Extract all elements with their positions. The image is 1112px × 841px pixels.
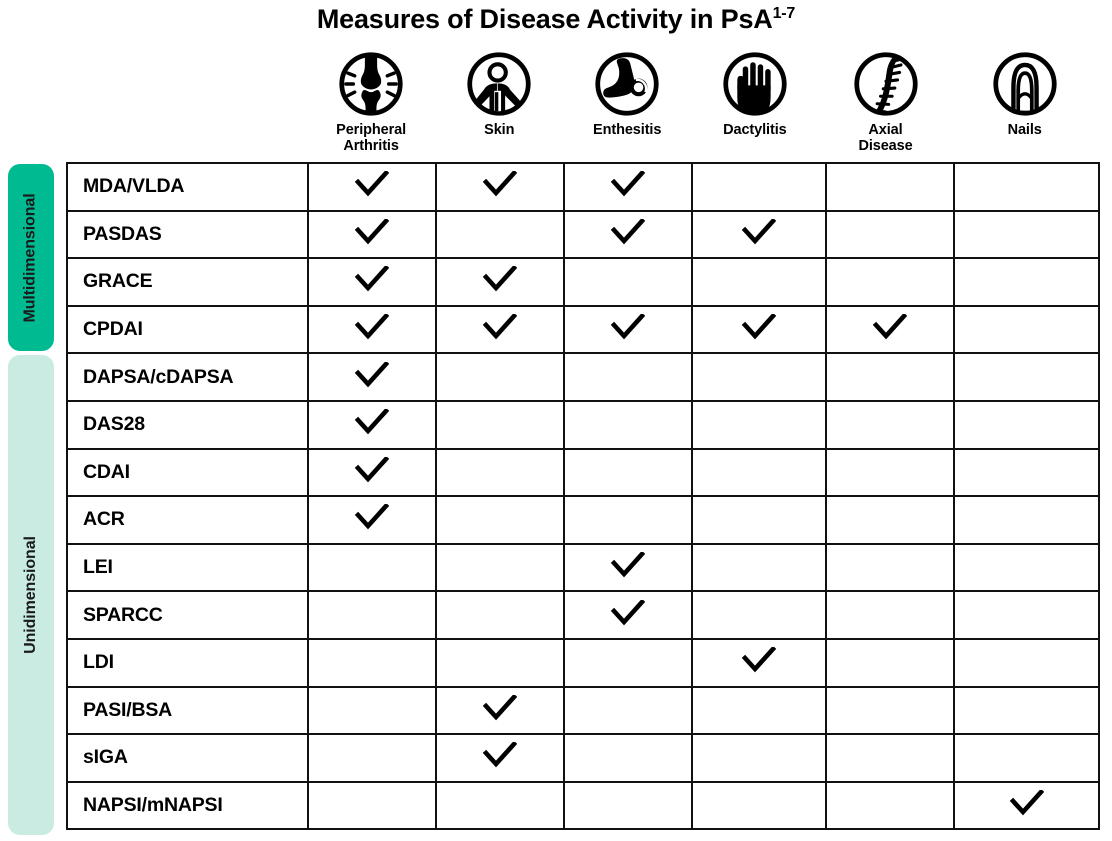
check-cell-marked: [308, 401, 436, 449]
check-cell-empty: [564, 734, 692, 782]
column-header-nails: [952, 50, 1097, 160]
measure-name-cell: CDAI: [67, 449, 308, 497]
check-cell-empty: [436, 591, 564, 639]
checkmark-icon: [1010, 790, 1044, 816]
check-cell-empty: [564, 782, 692, 830]
knee-joint-icon: [337, 50, 405, 118]
check-cell-empty: [308, 687, 436, 735]
column-header-label: Skin: [484, 122, 515, 138]
check-cell-empty: [692, 449, 826, 497]
check-cell-empty: [564, 449, 692, 497]
check-cell-empty: [826, 591, 954, 639]
check-cell-empty: [564, 401, 692, 449]
measure-name-cell: LEI: [67, 544, 308, 592]
check-cell-marked: [564, 163, 692, 211]
check-cell-marked: [308, 353, 436, 401]
check-cell-marked: [564, 591, 692, 639]
check-cell-empty: [692, 353, 826, 401]
page-title: [0, 4, 1112, 35]
checkmark-icon: [873, 314, 907, 340]
check-cell-empty: [954, 496, 1099, 544]
check-cell-empty: [436, 639, 564, 687]
group-label-text: Unidimensional: [22, 536, 40, 654]
measures-matrix-table: [66, 162, 1100, 830]
check-cell-marked: [692, 639, 826, 687]
checkmark-icon: [611, 171, 645, 197]
check-cell-marked: [308, 449, 436, 497]
measure-name-cell: sIGA: [67, 734, 308, 782]
table-row: [67, 591, 1099, 639]
measure-name-cell: ACR: [67, 496, 308, 544]
measure-name-cell: DAS28: [67, 401, 308, 449]
check-cell-empty: [954, 306, 1099, 354]
hand-icon: [721, 50, 789, 118]
checkmark-icon: [355, 362, 389, 388]
column-header-peripheral-arthritis: [307, 50, 435, 160]
check-cell-empty: [692, 163, 826, 211]
table-row: [67, 734, 1099, 782]
checkmark-icon: [355, 314, 389, 340]
check-cell-empty: [954, 353, 1099, 401]
column-header-label: Dactylitis: [723, 122, 787, 138]
checkmark-icon: [742, 314, 776, 340]
measure-name-cell: MDA/VLDA: [67, 163, 308, 211]
check-cell-marked: [436, 687, 564, 735]
check-cell-empty: [436, 401, 564, 449]
column-header-dactylitis: [691, 50, 819, 160]
column-header-label: Peripheral Arthritis: [336, 122, 407, 155]
table-row: [67, 496, 1099, 544]
check-cell-empty: [564, 639, 692, 687]
checkmark-icon: [355, 504, 389, 530]
check-cell-empty: [954, 449, 1099, 497]
check-cell-empty: [692, 591, 826, 639]
check-cell-empty: [308, 734, 436, 782]
column-header-label: Enthesitis: [593, 122, 662, 138]
check-cell-empty: [826, 734, 954, 782]
check-cell-marked: [954, 782, 1099, 830]
check-cell-empty: [954, 544, 1099, 592]
check-cell-empty: [826, 782, 954, 830]
check-cell-marked: [436, 734, 564, 782]
checkmark-icon: [483, 742, 517, 768]
check-cell-marked: [564, 306, 692, 354]
check-cell-empty: [308, 782, 436, 830]
check-cell-empty: [826, 353, 954, 401]
table-row: [67, 258, 1099, 306]
check-cell-empty: [692, 782, 826, 830]
person-skin-icon: [465, 50, 533, 118]
page-title-text: Measures of Disease Activity in PsA: [316, 4, 773, 34]
table-row: [67, 306, 1099, 354]
check-cell-empty: [954, 258, 1099, 306]
check-cell-marked: [308, 306, 436, 354]
check-cell-empty: [954, 211, 1099, 259]
check-cell-empty: [564, 687, 692, 735]
table-row: [67, 687, 1099, 735]
check-cell-marked: [308, 163, 436, 211]
measure-name-cell: GRACE: [67, 258, 308, 306]
check-cell-empty: [692, 734, 826, 782]
group-label-text: Multidimensional: [22, 192, 40, 323]
check-cell-marked: [692, 211, 826, 259]
check-cell-empty: [308, 544, 436, 592]
column-header-enthesitis: [563, 50, 691, 160]
group-label-multidimensional: [8, 164, 54, 351]
check-cell-empty: [826, 211, 954, 259]
checkmark-icon: [483, 266, 517, 292]
check-cell-marked: [308, 496, 436, 544]
check-cell-empty: [954, 687, 1099, 735]
check-cell-empty: [564, 258, 692, 306]
check-cell-empty: [692, 258, 826, 306]
measure-name-cell: PASI/BSA: [67, 687, 308, 735]
check-cell-empty: [308, 639, 436, 687]
column-header-row: [307, 50, 1097, 160]
table-row: [67, 639, 1099, 687]
spine-icon: [852, 50, 920, 118]
check-cell-empty: [308, 591, 436, 639]
checkmark-icon: [611, 552, 645, 578]
table-row: [67, 211, 1099, 259]
check-cell-empty: [826, 496, 954, 544]
checkmark-icon: [742, 647, 776, 673]
checkmark-icon: [742, 219, 776, 245]
checkmark-icon: [355, 219, 389, 245]
checkmark-icon: [611, 600, 645, 626]
check-cell-marked: [436, 258, 564, 306]
heel-foot-icon: [593, 50, 661, 118]
check-cell-empty: [436, 211, 564, 259]
checkmark-icon: [611, 314, 645, 340]
check-cell-empty: [954, 591, 1099, 639]
check-cell-marked: [564, 211, 692, 259]
checkmark-icon: [483, 314, 517, 340]
table-row: [67, 544, 1099, 592]
check-cell-empty: [826, 449, 954, 497]
check-cell-empty: [954, 401, 1099, 449]
checkmark-icon: [355, 171, 389, 197]
check-cell-empty: [954, 734, 1099, 782]
check-cell-marked: [436, 306, 564, 354]
check-cell-marked: [826, 306, 954, 354]
checkmark-icon: [355, 409, 389, 435]
check-cell-empty: [826, 401, 954, 449]
checkmark-icon: [483, 171, 517, 197]
check-cell-marked: [308, 258, 436, 306]
check-cell-empty: [436, 544, 564, 592]
table-row: [67, 163, 1099, 211]
group-label-unidimensional: [8, 355, 54, 835]
check-cell-empty: [436, 353, 564, 401]
checkmark-icon: [355, 457, 389, 483]
check-cell-empty: [692, 544, 826, 592]
check-cell-empty: [954, 163, 1099, 211]
measure-name-cell: LDI: [67, 639, 308, 687]
check-cell-empty: [436, 449, 564, 497]
checkmark-icon: [611, 219, 645, 245]
check-cell-marked: [564, 544, 692, 592]
check-cell-empty: [436, 782, 564, 830]
check-cell-empty: [826, 544, 954, 592]
check-cell-empty: [692, 496, 826, 544]
measure-name-cell: DAPSA/cDAPSA: [67, 353, 308, 401]
check-cell-empty: [436, 496, 564, 544]
measure-name-cell: PASDAS: [67, 211, 308, 259]
check-cell-empty: [826, 639, 954, 687]
column-header-label: Axial Disease: [858, 122, 913, 155]
title-reference-superscript: 1-7: [772, 5, 796, 22]
check-cell-empty: [692, 687, 826, 735]
checkmark-icon: [355, 266, 389, 292]
column-header-label: Nails: [1007, 122, 1042, 138]
check-cell-empty: [826, 687, 954, 735]
check-cell-empty: [954, 639, 1099, 687]
fingernail-icon: [991, 50, 1059, 118]
check-cell-empty: [826, 258, 954, 306]
measure-name-cell: CPDAI: [67, 306, 308, 354]
check-cell-empty: [564, 353, 692, 401]
check-cell-empty: [692, 401, 826, 449]
measure-name-cell: NAPSI/mNAPSI: [67, 782, 308, 830]
check-cell-marked: [308, 211, 436, 259]
column-header-skin: [435, 50, 563, 160]
check-cell-empty: [564, 496, 692, 544]
column-header-axial-disease: [819, 50, 953, 160]
table-row: [67, 782, 1099, 830]
check-cell-marked: [436, 163, 564, 211]
checkmark-icon: [483, 695, 517, 721]
table-row: [67, 449, 1099, 497]
measure-name-cell: SPARCC: [67, 591, 308, 639]
check-cell-empty: [826, 163, 954, 211]
table-row: [67, 353, 1099, 401]
table-row: [67, 401, 1099, 449]
check-cell-marked: [692, 306, 826, 354]
